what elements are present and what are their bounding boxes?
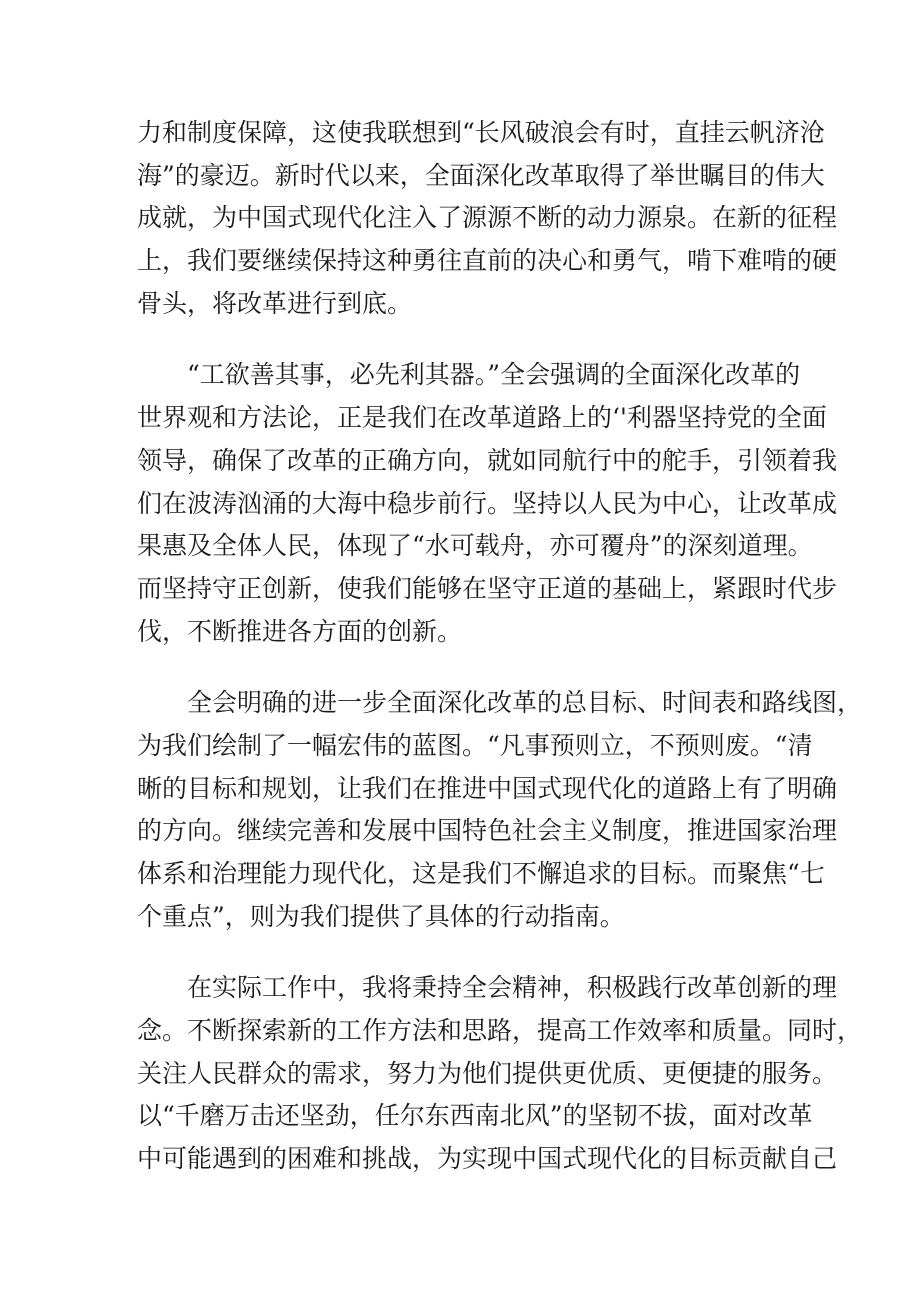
text-line: 伐，不断推进各方面的创新。 (137, 616, 463, 646)
text-line: 全会明确的进一步全面深化改革的总目标、时间表和路线图， (137, 688, 863, 718)
text-line: 的方向。继续完善和发展中国特色社会主义制度，推进国家治理 (137, 816, 838, 846)
text-line: 成就，为中国式现代化注入了源源不断的动力源泉。在新的征程 (137, 203, 838, 233)
text-line: “工欲善其事，必先利其器。”全会强调的全面深化改革的 (137, 360, 801, 390)
text-line: 力和制度保障，这使我联想到“长风破浪会有时，直挂云帆济沧 (137, 118, 825, 147)
paragraph-spacer (137, 325, 797, 354)
text-line: 以“千磨万击还坚劲，任尔东西南北风”的坚韧不拔，面对改革 (137, 1101, 813, 1131)
text-line: 晰的目标和规划，让我们在推进中国式现代化的道路上有了明确 (137, 773, 838, 803)
paragraph-2 (137, 354, 838, 653)
paragraph-3 (137, 682, 863, 938)
paragraph-4 (137, 967, 863, 1180)
text-line: 个重点”，则为我们提供了具体的行动指南。 (137, 901, 625, 931)
text-line: 在实际工作中，我将秉持全会精神，积极践行改革创新的理 (137, 973, 838, 1003)
text-line: 中可能遇到的困难和挑战，为实现中国式现代化的目标贡献自己 (137, 1144, 838, 1174)
text-line: 念。不断探索新的工作方法和思路，提高工作效率和质量。同时， (137, 1016, 863, 1046)
paragraph-1 (137, 112, 838, 325)
text-line: 们在波涛汹涌的大海中稳步前行。坚持以人民为中心，让改革成 (137, 488, 838, 518)
text-line: 上，我们要继续保持这种勇往直前的决心和勇气，啃下难啃的硬 (137, 246, 838, 276)
text-line: 果惠及全体人民，体现了“水可载舟，亦可覆舟”的深刻道理。 (137, 531, 813, 561)
text-line: 海”的豪迈。新时代以来，全面深化改革取得了举世瞩目的伟大 (137, 160, 825, 190)
document-body (137, 112, 863, 1181)
paragraph-spacer (137, 653, 797, 682)
text-line: 领导，确保了改革的正确方向，就如同航行中的舵手，引领着我 (137, 445, 838, 475)
text-line: 世界观和方法论，正是我们在改革道路上的‘'利器坚持党的全面 (137, 403, 827, 433)
text-line: 体系和治理能力现代化，这是我们不懈追求的目标。而聚焦“七 (137, 859, 825, 888)
text-line: 为我们绘制了一幅宏伟的蓝图。“凡事预则立，不预则废。“清 (137, 730, 813, 760)
paragraph-spacer (137, 938, 797, 967)
text-line: 骨头，将改革进行到底。 (137, 288, 413, 318)
text-line: 而坚持守正创新，使我们能够在坚守正道的基础上，紧跟时代步 (137, 573, 838, 603)
text-line: 关注人民群众的需求，努力为他们提供更优质、更便捷的服务。 (137, 1058, 838, 1088)
